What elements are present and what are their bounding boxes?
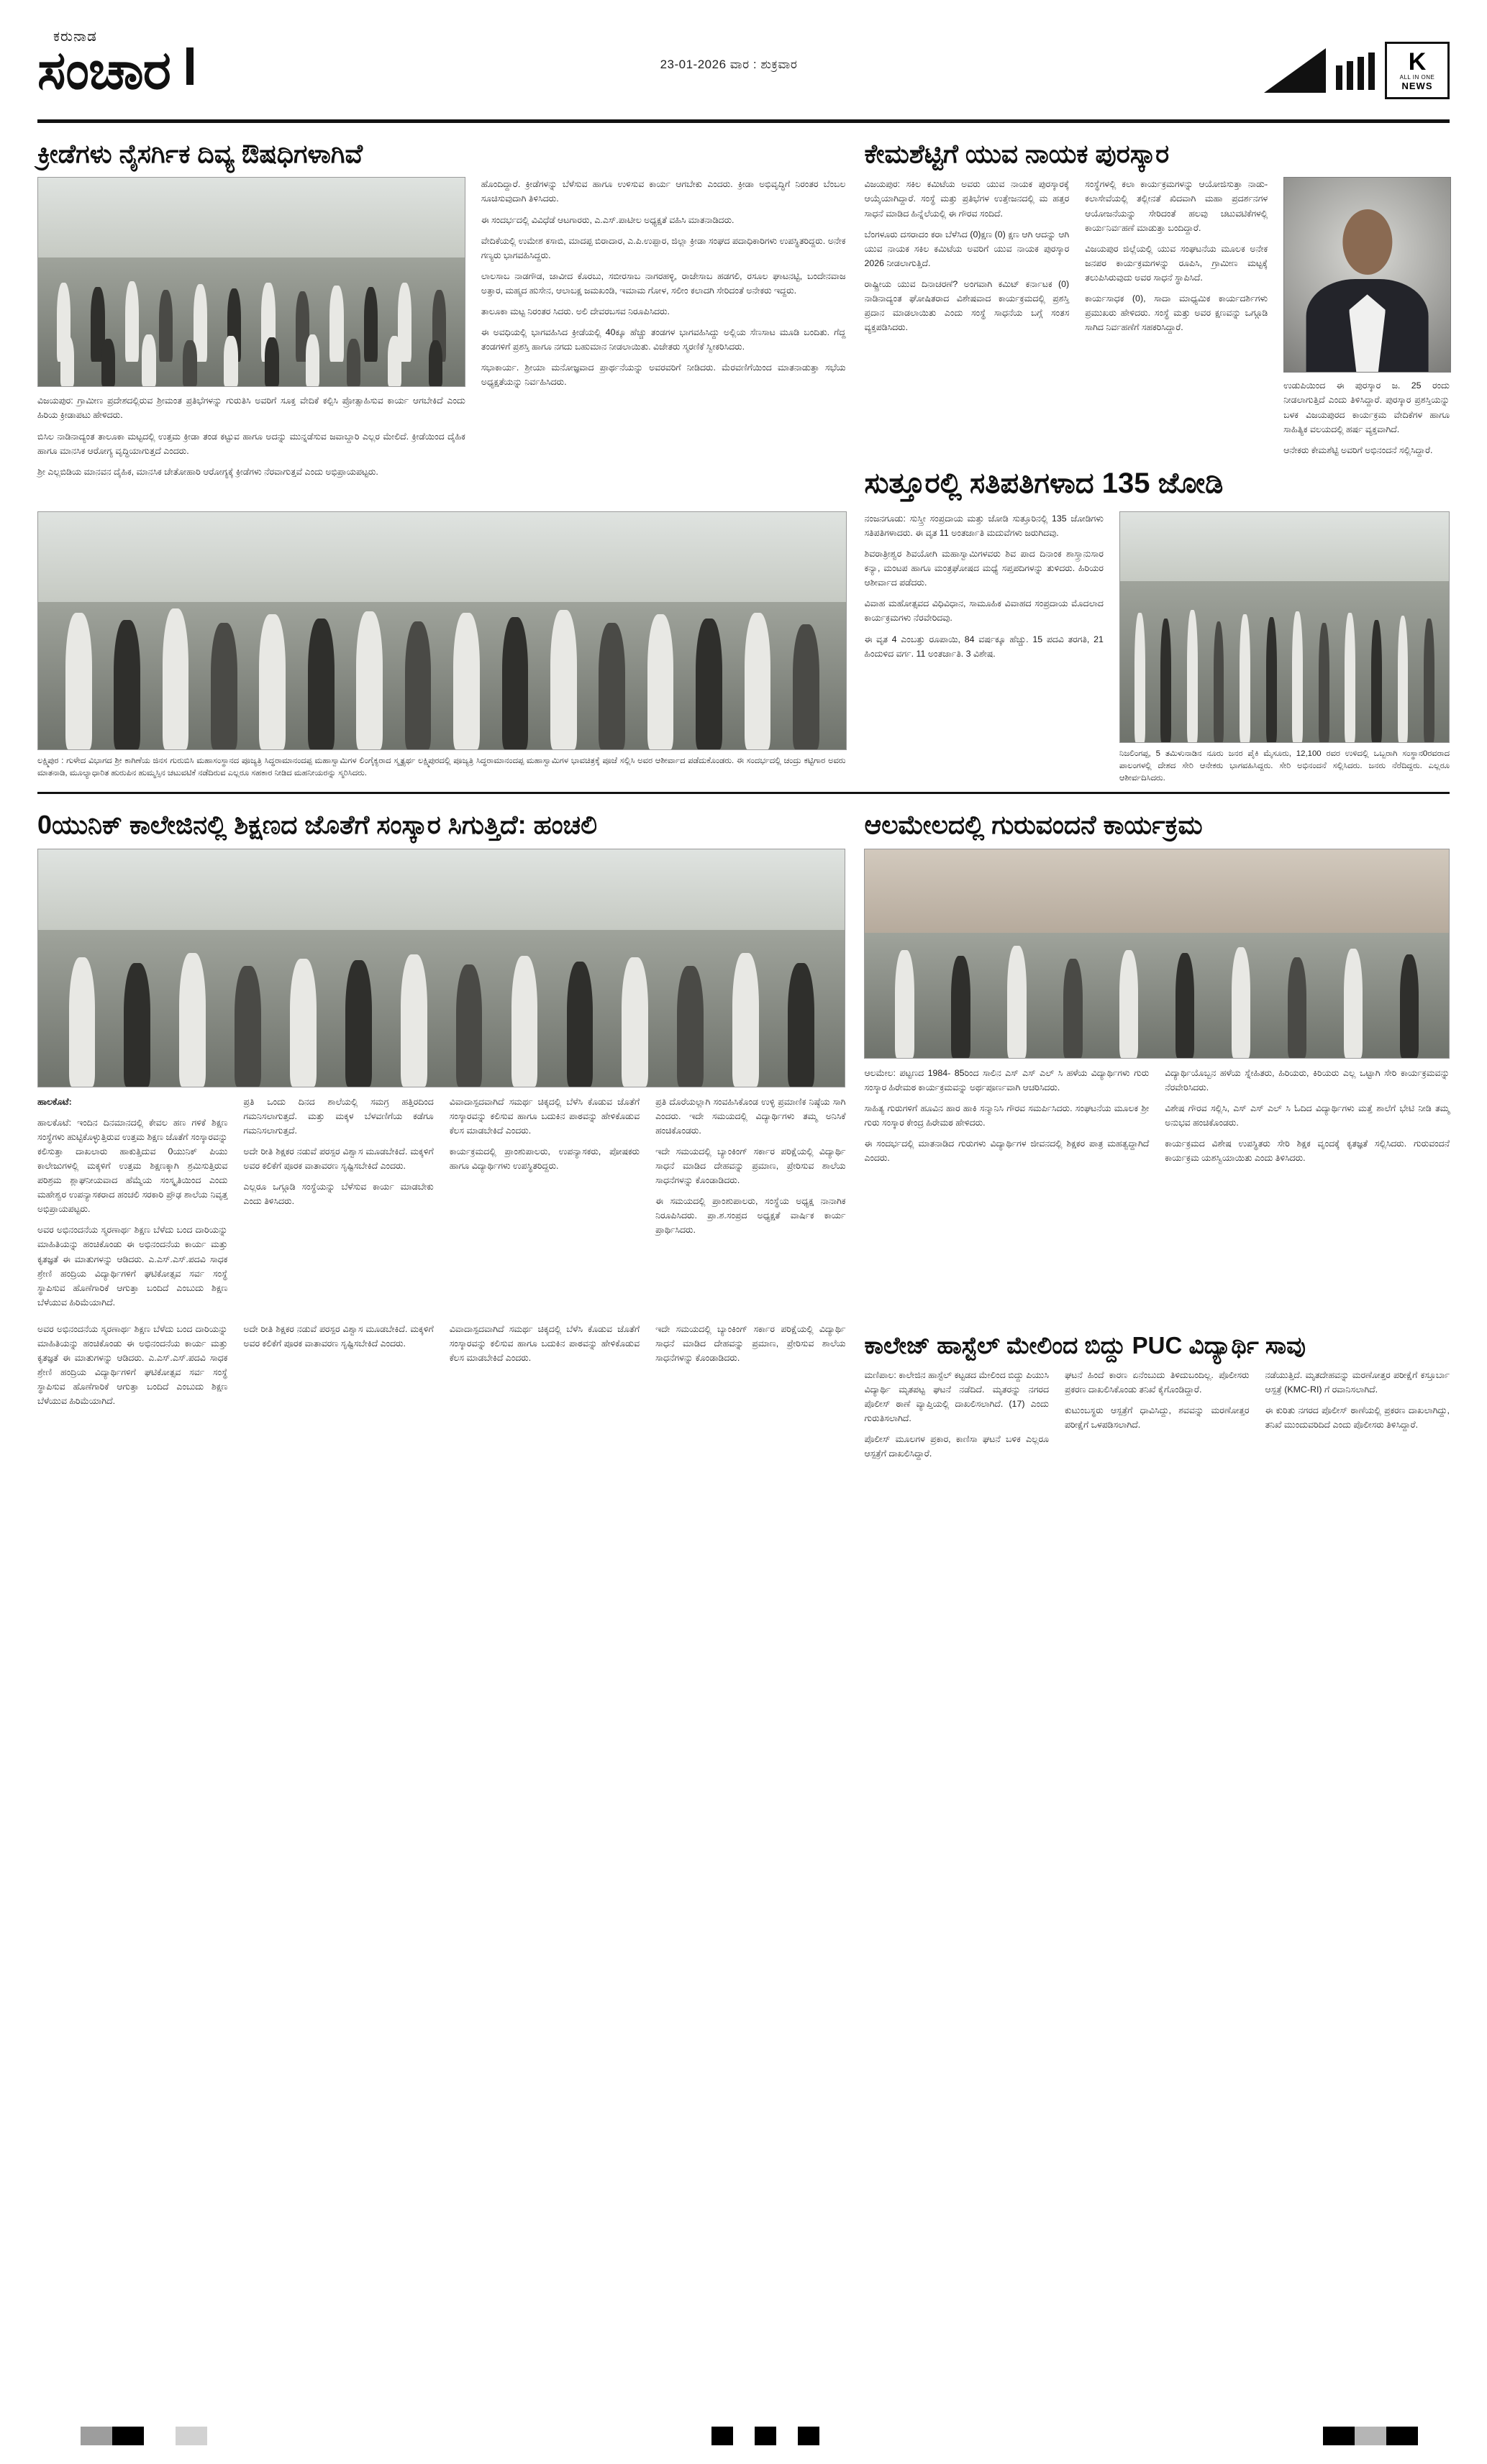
story-5-col2-p2: ವಿಶೇಷ ಗೌರವ ಸಲ್ಲಿಸಿ, ಎಸ್ ಎಸ್ ಎಲ್ ಸಿ ಓದಿದ ವಿದ್ಯಾರ್ಥಿಗಳು ಮತ್ತೆ ಶಾಲೆಗೆ ಭೇಟಿ ನೀಡಿ ತಮ್ಮ ಅನುಭವ ಹಂಚಿಕೊಂಡರು.: [1165, 1103, 1450, 1128]
story-1-col2-p1: ಹೊಂದಿದ್ದಾರೆ. ಕ್ರೀಡೆಗಳನ್ನು ಬೆಳೆಸುವ ಹಾಗೂ ಉಳಿಸುವ ಕಾರ್ಯ ಆಗಬೇಕು ಎಂದರು. ಕ್ರೀಡಾ ಅಭಿವೃದ್ಧಿಗೆ ನಿರಂತರ ಬೆಂಬಲ ಸೂಚಿಸುವುದಾಗಿ ತಿಳಿಸಿದರು.: [481, 179, 846, 204]
story-4-photo: [37, 849, 845, 1087]
story-3-headline: ಸುತ್ತೂರಲ್ಲಿ ಸತಿಪತಿಗಳಾದ 135 ಜೋಡಿ: [864, 467, 1224, 499]
masthead-rule: [37, 119, 1450, 123]
story-1-wide-photo: [37, 511, 847, 750]
story-2-col1-p3: ರಾಷ್ಟ್ರೀಯ ಯುವ ದಿನಾಚರಣೆ? ಅಂಗವಾಗಿ ಕಮಿಟ್ ಕರ್ನಾಟಕ (0) ನಾಡಿನಾದ್ಯಂತ ಘೋಷಿತರಾದ ವಿಶೇಷವಾದ ಕಾರ್ಯಕ್ರಮದಲ್ಲಿ ಪ್ರಶಸ್ತಿ ಪ್ರದಾನ ಮಾಡಲಾಯಿತು ಎಂದು ಸಂಸ್ಥೆ ಸಾಧನೆಯ ಬಗ್ಗೆ ಸಂತಸ ವ್ಯಕ್ತಪಡಿಸಿದರು.: [864, 278, 1070, 333]
story-2-col3-p1: ಉಡುಪಿಯಿಂದ ಈ ಪುರಸ್ಕಾರ ಜ. 25 ರಂದು ನೀಡಲಾಗುತ್ತಿದೆ ಎಂದು ತಿಳಿಸಿದ್ದಾರೆ. ಪುರಸ್ಕಾರ ಪ್ರಶಸ್ತಿಯನ್ನು ಬಳಕ ವಿಜಯಪುರದ ಕಾರ್ಯಕ್ರಮ ವೇದಿಕೆಗಳ ಹಾಗೂ ಸಾಹಿತ್ಯಿಕ ವಲಯದಲ್ಲಿ ಹರ್ಷ ವ್ಯಕ್ತವಾಗಿದೆ.: [1283, 380, 1450, 434]
story-6-col3-p1: ನಡೆಯುತ್ತಿದೆ. ಮೃತದೇಹವನ್ನು ಮರಣೋತ್ತರ ಪರೀಕ್ಷೆಗೆ ಕಸ್ತೂರ್ಬಾ ಆಸ್ಪತ್ರೆ (KMC-RI) ಗೆ ರವಾನಿಸಲಾಗಿದೆ.: [1265, 1369, 1450, 1395]
story-3: [864, 511, 1450, 785]
story-1-col2-p4: ಲಾಲಸಾಬ ನಾಡಗೌಡ, ಜಾವೀದ ಕೊರಬು, ಸಬೀರಸಾಬ ನಾಗರಹಳ್ಳಿ, ರಾಜೇಸಾಬ ಹಡಗಲಿ, ರಸೂಲ ಘಾಟನಟ್ಟಿ, ಬಂದೇನವಾಜ ಅತ್ತಾರ, ಮಹ್ಮದ ಹುಸೇನ, ಆಲಾಬಕ್ಷ ಜಮಖಂಡಿ, ಇಮಾಮ ಗೋಳ, ಸಲೀಂ ಕಲಾದಗಿ ಸೇರಿದಂತೆ ಅನೇಕರು ಇದ್ದರು.: [481, 270, 846, 296]
story-6-col2-p1: ಘಟನೆ ಹಿಂದೆ ಕಾರಣ ಏನೆಂಬುದು ತಿಳಿದುಬಂದಿಲ್ಲ. ಪೊಲೀಸರು ಪ್ರಕರಣ ದಾಖಲಿಸಿಕೊಂಡು ತನಿಖೆ ಕೈಗೊಂಡಿದ್ದಾರೆ.: [1064, 1369, 1250, 1395]
story-2: [864, 129, 1450, 508]
story-4-col3-p1: ವಿವಾದಾಸ್ಪದವಾಗಿದೆ ಸಮರ್ಥ ಚಿಕ್ಕದಲ್ಲಿ ಬೆಳೆಸಿ ಕೊಡುವ ಜೊತೆಗೆ ಸಂಸ್ಕಾರವನ್ನು ಕಲಿಸುವ ಹಾಗೂ ಬದುಕಿನ ಪಾಠವನ್ನು ಹೇಳಿಕೊಡುವ ಕೆಲಸ ಮಾಡಬೇಕಿದೆ ಎಂದರು.: [449, 1096, 640, 1136]
story-4-col1-p1: ಹಾಲಕೊಟೆ: ಇಂದಿನ ದಿನಮಾನದಲ್ಲಿ ಕೇವಲ ಹಣ ಗಳಿಕೆ ಶಿಕ್ಷಣ ಸಂಸ್ಥೆಗಳು ಹುಟ್ಟಿಕೊಳ್ಳುತ್ತಿರುವ ಉತ್ತಮ ಶಿಕ್ಷಣ ಜೊತೆಗೆ ಸಂಸ್ಕಾರವನ್ನು ಕಲಿಸುತ್ತಾ ದಾಖಲಾರು ಹಾಕುತ್ತಿದುವ 0ಯುನಿಕ್ ಪಿಯು ಕಾಲೇಜುಗಳಲ್ಲಿ ಮಕ್ಕಳಿಗೆ ಉತ್ತಮ ಶಿಕ್ಷಣಕ್ಕಾಗಿ ಶ್ರಮಿಸುತ್ತಿರುವ ಪರಿಶ್ರಮ ಶ್ಲಾಘನೀಯವಾದ ಹೆಮ್ಮೆಯ ಸಂಸ್ಕೃತಿಯಿಂದ ಎಂದು ಮಹೇಶ್ವರ ಉಪನ್ಯಾಸಕರಾದ ಹಂಚಲಿ ಸರಕಾರಿ ಪ್ರೌಢ ಶಾಲೆಯ ನಿವೃತ್ತ ಅಭಿಪ್ರಾಯಪಟ್ಟರು.: [37, 1117, 228, 1215]
story-2-col2-p3: ಕಾರ್ಯಸಾಧಕ (0), ಸಾದಾ ಮಾಧ್ಯಮಿಕ ಕಾರ್ಯದರ್ಶಿಗಳು ಪ್ರಮುಖರು ಹೇಳಿದರು. ಸಂಸ್ಥೆ ಮತ್ತು ಅವರ ಕ್ಷಣವನ್ನು ಒಗ್ಗೂಡಿ ಸಾಗಿದ ನಿರ್ವಹಣೆಗೆ ಸಹಕರಿಸಿದ್ದಾರೆ.: [1085, 293, 1268, 333]
story-3-col1-p2: ಶಿವರಾತ್ರೀಶ್ವರ ಶಿವಯೋಗಿ ಮಹಾಸ್ವಾಮಿಗಳವರು ಶಿವ ಪಾದ ದಿನಾಂಕ ಶಾಸ್ತ್ರಾನುಸಾರ ಕನ್ಯಾ, ಮಂಟಪ ಹಾಗೂ ಮಂತ್ರಘೋಷದ ಮಧ್ಯೆ ಸಪ್ತಪದಿಗಳನ್ನು ತುಳಿದರು. ಹಿರಿಯರ ಆಶೀರ್ವಾದ ಪಡೆದರು.: [864, 549, 1104, 588]
story-2-col2-p1: ಸಂಸ್ಥೆಗಳಲ್ಲಿ ಕಲಾ ಕಾರ್ಯಕ್ರಮಗಳನ್ನು ಆಯೋಜಿಸುತ್ತಾ ನಾಡು-ಕಲಾಸೇವೆಯಲ್ಲಿ ತಲ್ಲೀನತೆ ಖಿದವಾಗಿ ಮಹಾ ಪ್ರದರ್ಶನಗಳ ಆಯೋಜನೆಯನ್ನು ಸೇರಿದಂತೆ ಹಲವು ಚಟುವಟಿಕೆಗಳಲ್ಲಿ ಕಾರ್ಯನಿರ್ವಹಣೆ ಮಾಡುತ್ತಾ ಬಂದಿದ್ದಾರೆ.: [1085, 179, 1268, 233]
story-6-col1-p1: ಮಣಿಪಾಲ: ಕಾಲೇಜಿನ ಹಾಸ್ಟೆಲ್ ಕಟ್ಟಡದ ಮೇಲಿಂದ ಬಿದ್ದು ಪಿಯುಸಿ ವಿದ್ಯಾರ್ಥಿ ಮೃತಪಟ್ಟ ಘಟನೆ ನಡೆದಿದೆ. ಮೃತರನ್ನು ನಗರದ ಪೊಲೀಸ್ ಠಾಣೆ ವ್ಯಾಪ್ತಿಯಲ್ಲಿ ದಾಖಲಿಸಲಾಗಿದೆ. (17) ಎಂದು ಗುರುತಿಸಲಾಗಿದೆ.: [864, 1369, 1049, 1424]
story-1-headline: ಕ್ರೀಡೆಗಳು ನೈಸರ್ಗಿಕ ದಿವ್ಯ ಔಷಧಿಗಳಾಗಿವೆ: [37, 139, 363, 168]
masthead: [37, 29, 1450, 115]
story-4-col4-p2: ಇದೇ ಸಮಯದಲ್ಲಿ ಬ್ಯಾಂಕಿಂಗ್ ಸರ್ಕಾರ ಪರಿಕ್ಷೆಯಲ್ಲಿ ವಿದ್ಯಾರ್ಥಿ ಸಾಧನೆ ಮಾಡಿದ ದೇಹವನ್ನು ಪ್ರಮಾಣ, ಪ್ರೇರಿಸುವ ಶಾಲೆಯ ಸಾಧನೆಗಳನ್ನು ಕೊಂಡಾಡಿದರು.: [655, 1146, 846, 1186]
story-5-col1-p2: ಸಾಹಿತ್ಯ ಗುರುಗಳಿಗೆ ಹೂವಿನ ಹಾರ ಹಾಕಿ ಸನ್ಮಾನಿಸಿ ಗೌರವ ಸಮರ್ಪಿಸಿದರು. ಸಂಘಟನೆಯ ಮೂಲಕ ಶ್ರೀ ಗುರು ಸಂಸ್ಕಾರ ಕೇಂದ್ರ ಹಿರೇಮಠ ಹೇಳಿದರು.: [864, 1103, 1150, 1128]
story-6: [37, 1322, 1450, 1468]
story-1-col2-p2: ಈ ಸಂದರ್ಭದಲ್ಲಿ ವಿವಿಧೆಡೆ ಆಟಗಾರರು, ಎ.ಎಸ್.ಪಾಟೀಲ ಅಧ್ಯಕ್ಷತೆ ವಹಿಸಿ ಮಾತನಾಡಿದರು.: [481, 214, 735, 225]
middle-section: [37, 511, 1450, 785]
story-1-col1-p1: ವಿಜಯಪುರ: ಗ್ರಾಮೀಣ ಪ್ರದೇಶದಲ್ಲಿರುವ ಶ್ರೀಮಂತ ಪ್ರತಿಭೆಗಳನ್ನು ಗುರುತಿಸಿ ಅವರಿಗೆ ಸೂಕ್ತ ವೇದಿಕೆ ಕಲ್ಪಿಸಿ ಪ್ರೋತ್ಸಾಹಿಸುವ ಕಾರ್ಯ ಆಗಬೇಕಿದೆ ಎಂದು ಹಿರಿಯ ಕ್ರೀಡಾಪಟು ಹೇಳಿದರು.: [37, 396, 465, 421]
story-1-col2-p6: ಈ ಅವಧಿಯಲ್ಲಿ ಭಾಗವಹಿಸಿದ ಕ್ರೀಡೆಯಲ್ಲಿ 40ಕ್ಕೂ ಹೆಚ್ಚು ತಂಡಗಳ ಭಾಗವಹಿಸಿದ್ದು ಅಲ್ಲಿಯ ಸೆಣಸಾಟ ಮೂಡಿ ಬಂದಿತು. ಗೆದ್ದ ತಂಡಗಳಿಗೆ ಪ್ರಶಸ್ತಿ ಹಾಗೂ ನಗದು ಬಹುಮಾನ ನೀಡಲಾಯಿತು. ವಿಜೇತರು ಸ್ಮರಣಿಕೆ ಸ್ವೀಕರಿಸಿದರು.: [481, 327, 846, 352]
story-4-headline: 0ಯುನಿಕ್ ಕಾಲೇಜಿನಲ್ಲಿ ಶಿಕ್ಷಣದ ಜೊತೆಗೆ ಸಂಸ್ಕಾರ ಸಿಗುತ್ತಿದೆ: ಹಂಚಲಿ: [37, 810, 598, 840]
story-4-col2-p3: ಎಲ್ಲರೂ ಒಗ್ಗೂಡಿ ಸಂಸ್ಥೆಯನ್ನು ಬೆಳೆಸುವ ಕಾರ್ಯ ಮಾಡಬೇಕು ಎಂದು ತಿಳಿಸಿದರು.: [243, 1182, 434, 1207]
masthead-logo-group: [1264, 29, 1450, 99]
story-1-wide-photo-block: [37, 511, 845, 785]
story-2-col2-p2: ವಿಜಯಪುರ ಜಿಲ್ಲೆಯಲ್ಲಿ ಯುವ ಸಂಘಟನೆಯ ಮೂಲಕ ಅನೇಕ ಜನಪರ ಕಾರ್ಯಕ್ರಮಗಳನ್ನು ರೂಪಿಸಿ, ಗ್ರಾಮೀಣ ಮಟ್ಟಕ್ಕೆ ತಲುಪಿಸಿರುವುದು ಅವರ ಸಾಧನೆ ಸ್ಥಾಪಿಸಿದೆ.: [1085, 243, 1268, 283]
wedge-icon: [1264, 48, 1326, 93]
story-6-col3-p2: ಈ ಕುರಿತು ನಗರದ ಪೊಲೀಸ್ ಠಾಣೆಯಲ್ಲಿ ಪ್ರಕರಣ ದಾಖಲಾಗಿದ್ದು, ತನಿಖೆ ಮುಂದುವರಿದಿದೆ ಎಂದು ಪೊಲೀಸರು ತಿಳಿಸಿದ್ದಾರೆ.: [1265, 1405, 1450, 1431]
story-2-col3-p2: ಆನೇಕರು ಕೇಮಶೆಟ್ಟಿ ಅವರಿಗೆ ಅಭಿನಂದನೆ ಸಲ್ಲಿಸಿದ್ದಾರೆ.: [1283, 444, 1433, 455]
story-4-overflow-p3: ವಿವಾದಾಸ್ಪದವಾಗಿದೆ ಸಮರ್ಥ ಚಿಕ್ಕದಲ್ಲಿ ಬೆಳೆಸಿ ಕೊಡುವ ಜೊತೆಗೆ ಸಂಸ್ಕಾರವನ್ನು ಕಲಿಸುವ ಹಾಗೂ ಬದುಕಿನ ಪಾಠವನ್ನು ಹೇಳಿಕೊಡುವ ಕೆಲಸ ಮಾಡಬೇಕಿದೆ ಎಂದರು.: [449, 1323, 640, 1364]
story-1-col1-p3: ಶ್ರೀ ಎಲ್ಲಬಿಡಿಯ ಮಾನವನ ದೈಹಿಕ, ಮಾನಸಿಕ ಚೇತೋಹಾರಿ ಆರೋಗ್ಯಕ್ಕೆ ಕ್ರೀಡೆಗಳು ನೆರವಾಗುತ್ತವೆ ಎಂದು ಅಭಿಪ್ರಾಯಪಟ್ಟರು.: [37, 466, 378, 477]
story-6-headline: ಕಾಲೇಜ್ ಹಾಸ್ಟೆಲ್ ಮೇಲಿಂದ ಬಿದ್ದು PUC ವಿದ್ಯಾರ್ಥಿ ಸಾವು: [864, 1331, 1306, 1359]
masthead-date: 23-01-2026 ವಾರ : ಶುಕ್ರವಾರ: [660, 58, 798, 71]
lower-section: [37, 800, 1450, 1316]
story-3-col1-p3: ವಿವಾಹ ಮಹೋತ್ಸವದ ವಿಧಿವಿಧಾನ, ಸಾಮೂಹಿಕ ವಿವಾಹದ ಸಂಪ್ರದಾಯ ಮೊದಲಾದ ಕಾರ್ಯಕ್ರಮಗಳು ನೆರವೇರಿದವು.: [864, 598, 1104, 624]
story-4-col2-p2: ಅದೇ ರೀತಿ ಶಿಕ್ಷಕರ ನಡುವೆ ಪರಸ್ಪರ ವಿಶ್ವಾಸ ಮೂಡಬೇಕಿದೆ. ಮಕ್ಕಳಿಗೆ ಅವರ ಕಲಿಕೆಗೆ ಪೂರಕ ವಾತಾವರಣ ಸೃಷ್ಟಿಸಬೇಕಿದೆ ಎಂದರು.: [243, 1146, 434, 1171]
story-5-col2-p1: ವಿದ್ಯಾರ್ಥಿಯೊಬ್ಬನ ಹಳೆಯ ಸ್ನೇಹಿತರು, ಹಿರಿಯರು, ಕಿರಿಯರು ಎಲ್ಲ ಒಟ್ಟಾಗಿ ಸೇರಿ ಕಾರ್ಯಕ್ರಮವನ್ನು ನೆರವೇರಿಸಿದರು.: [1165, 1067, 1450, 1092]
story-4: [37, 800, 845, 1316]
story-5: [864, 800, 1450, 1316]
story-4-col4-p1: ಪ್ರತಿ ದೊರೆಯಲ್ಲಾಗಿ ಸಂವಹಿಸಿಕೊಂಡ ಉಳ್ಳಿ ಪ್ರಮಾಣಿಕ ನಿಷ್ಠೆಯ ಸಾಗಿ ಎಂದರು. ಇದೇ ಸಮಯದಲ್ಲಿ ವಿದ್ಯಾರ್ಥಿಗಳು ತಮ್ಮ ಅನಿಸಿಕೆ ಹಂಚಿಕೊಂಡರು.: [655, 1096, 846, 1136]
story-4-col4-p3: ಈ ಸಮಯದಲ್ಲಿ ಪ್ರಾಂಶುಪಾಲರು, ಸಂಸ್ಥೆಯ ಅಧ್ಯಕ್ಷ ನಾನಾಗಿಕ ನಿರೂಪಿಸಿದರು. ಪ್ರಾ.ಶ.ಸಂಪ್ರದ ಅಧ್ಯಕ್ಷತೆ ವಾರ್ಷಿಕ ಕಾರ್ಯ ಪ್ರಾರ್ಥಿಸಿದರು.: [655, 1196, 846, 1236]
story-1-photo-caption: ಲಕ್ಷ್ಮಿಪುರ : ಗುಳೇದ ವಿಭಾಗದ ಶ್ರೀ ಕಾಗಿಣೆಯ ಜಿನಸ ಗುರುಬಿಸಿ ಮಹಾಸಂಸ್ಥಾನದ ಪೂಜ್ಯತ್ರಿ ಸಿದ್ಧರಾಮಾನಂದಪ್ಪ ಮಹಾಸ್ವಾಮಿಗಳ ಲಿಂಗೈಕ್ಯರಾದ ಸ್ಮೃತ್ಯರ್ಥ ಲಕ್ಷ್ಮಿಪುರದಲ್ಲಿ ಪೂಜ್ಯತ್ರಿ ಸಿದ್ಧರಾಮಾನಂದಪ್ಪ ಮಹಾಸ್ವಾಮಿಗಳ ಭಾವಚಿತ್ರಕ್ಕೆ ಪೂಜೆ ಸಲ್ಲಿಸಿ ಅವರ ಆಶೀರ್ವಾದ ಪಡೆದುಕೊಂಡರು. ಈ ಸಂದರ್ಭದಲ್ಲಿ ಚಂದ್ರು ಕಟ್ಟಿಗಾರ ಅವರು ಮಾತನಾಡಿ, ಮೂಲ್ಯಾಧಾರಿತ ಹುರುಪಿನ ಹುಮ್ಮಸ್ಸಿನ ಚಟುವಟಿಕೆ ನಡೆದಿರುವ ಎಲ್ಲರೂ ಸಹಕಾರ ನೀಡಿದ ಮಹನೀಯರನ್ನು ಸ್ಮರಿಸಿದರು.: [37, 756, 846, 777]
story-4-col2-p1: ಪ್ರತಿ ಒಂದು ದಿನದ ಶಾಲೆಯಲ್ಲಿ ಸಮಗ್ರ ಹತ್ತಿರದಿಂದ ಗಮನಿಸಲಾಗುತ್ತದೆ. ಮತ್ತು ಮಕ್ಕಳ ಬೆಳವಣಿಗೆಯ ಕಡೆಗೂ ಗಮನಿಸಲಾಗುತ್ತದೆ.: [243, 1096, 434, 1136]
section-divider-1: [37, 792, 1450, 794]
logo-tagline: ALL IN ONE: [1399, 74, 1435, 81]
bars-icon: [1336, 51, 1375, 90]
story-4-col1-p2: ಅವರ ಅಭಿನಂದನೆಯ ಸ್ಮರಣಾರ್ಥ ಶಿಕ್ಷಣ ಬೆಳೆದು ಬಂದ ದಾರಿಯನ್ನು ಮಾಹಿತಿಯನ್ನು ಹಂಚಿಕೊಂಡು ಈ ಅಭಿನಂದನೆಯ ಕಾರ್ಯ ಮತ್ತು ಕೃತಜ್ಞತೆ ಈ ಮಾತುಗಳನ್ನು ಆಡಿದರು. ಎ.ಎಸ್.ಎಸ್.ಪದವಿ ಸಾಧಕ ಶ್ರೇಣಿ ಹಂದ್ರಿಯ ವಿದ್ಯಾರ್ಥಿಗಳಿಗೆ ಘಟಿಕೋತ್ಸವ ಸರ್ವ ಸಂಸ್ಥೆ ಸ್ಥಾಪಿಸುವ ಹೊಣೆಗಾರಿಕೆ ಆಗುತ್ತಾ ಬಂದಿದೆ ಎಂಬುದು ಶಿಕ್ಷಣ ಬೆಳೆಯುವ ಹಿರಿಮೆಯಾಗಿದೆ.: [37, 1225, 228, 1308]
k-news-logo: [1385, 42, 1450, 99]
story-1: [37, 129, 845, 508]
story-4-overflow: [37, 1322, 845, 1468]
story-4-col3-p2: ಕಾರ್ಯಕ್ರಮದಲ್ಲಿ ಪ್ರಾಂಶುಪಾಲರು, ಉಪನ್ಯಾಸಕರು, ಪೋಷಕರು ಹಾಗೂ ವಿದ್ಯಾರ್ಥಿಗಳು ಉಪಸ್ಥಿತರಿದ್ದರು.: [449, 1146, 640, 1171]
story-2-col1-p2: ಬೆಂಗಳೂರು ದಸರಾದಂ ಕರಾ ಬೆಳೆಸಿದ (0)ಕ್ಷಣ (0) ಕ್ಷಣ ಆಗಿ ಆದನ್ನು ಆಗಿ ಯುವ ನಾಯಕ ಸಕಿಲ ಕಮಿಟೆಯ ಅವರಿಗೆ ಯುವ ನಾಯಕ ಪುರಸ್ಕಾರ 2026 ನೀಡಲಾಗುತ್ತಿದೆ.: [864, 229, 1070, 268]
story-1-col1-p2: ಬಿಸಿಲ ನಾಡಿನಾದ್ಯಂತ ತಾಲೂಕಾ ಮಟ್ಟದಲ್ಲಿ ಉತ್ತಮ ಕ್ರೀಡಾ ತಂಡ ಕಟ್ಟುವ ಹಾಗೂ ಅದನ್ನು ಮುನ್ನಡೆಸುವ ಜವಾಬ್ದಾರಿ ಎಲ್ಲರ ಮೇಲಿದೆ. ಕ್ರೀಡೆಯಿಂದ ದೈಹಿಕ ಹಾಗೂ ಮಾನಸಿಕ ಆರೋಗ್ಯ ವೃದ್ಧಿಯಾಗುತ್ತದೆ ಎಂದರು.: [37, 431, 465, 456]
story-3-col1-p4: ಈ ವೃತ 4 ಎಂಬತ್ತು ರೂಪಾಯಿ, 84 ವರ್ಷಕ್ಕೂ ಹೆಚ್ಚು. 15 ಪದವಿ ತರಗತಿ, 21 ಹಿಂದುಳಿದ ವರ್ಗ. 11 ಅಂತರ್ಜಾತಿ. 3 ವಿಶೇಷ.: [864, 634, 1104, 659]
story-1-col2-p7: ಸಭಾಕಾರ್ಯ. ಶ್ರೀಯಾ ಮನೋಜ್ಞವಾದ ಪ್ರಾರ್ಥನೆಯನ್ನು ಅವರವರಿಗೆ ನೀಡಿದರು. ಮೆರವಣಿಗೆಯಿಂದ ಮಾತನಾಡುತ್ತಾ ಸಭೆಯ ಅಧ್ಯಕ್ಷತೆಯನ್ನು ನಿರ್ವಹಿಸಿದರು.: [481, 362, 846, 388]
logo-name: NEWS: [1401, 81, 1433, 91]
story-5-col1-p3: ಈ ಸಂದರ್ಭದಲ್ಲಿ ಮಾತನಾಡಿದ ಗುರುಗಳು ವಿದ್ಯಾರ್ಥಿಗಳ ಜೀವನದಲ್ಲಿ ಶಿಕ್ಷಕರ ಪಾತ್ರ ಮಹತ್ವದ್ದಾಗಿದೆ ಎಂದರು.: [864, 1138, 1150, 1164]
story-3-col1-p1: ನಂಜನಗೂಡು: ಸುಸ್ತ್ರೀ ಸಂಪ್ರದಾಯ ಮತ್ತು ಜೋಡಿ ಸುತ್ತೂರಿನಲ್ಲಿ 135 ಜೋಡಿಗಳು ಸತಿಪತಿಗಳಾದರು. ಈ ವೃತ 11 ಅಂತರ್ಜಾತಿ ಮದುವೆಗಳು ಜರುಗಿದವು.: [864, 513, 1104, 538]
masthead-brand: [37, 29, 194, 100]
story-1-photo: [37, 177, 465, 387]
masthead-bar: [186, 47, 194, 85]
story-2-headline: ಕೇಮಶೆಟ್ಟಿಗೆ ಯುವ ನಾಯಕ ಪುರಸ್ಕಾರ: [864, 139, 1170, 168]
story-3-photo: [1119, 511, 1450, 743]
masthead-title: ಸಂಚಾರ: [37, 40, 170, 100]
story-5-headline: ಆಲಮೇಲದಲ್ಲಿ ಗುರುವಂದನೆ ಕಾರ್ಯಕ್ರಮ: [864, 810, 1203, 840]
footer-registration-bar: [37, 2427, 1450, 2445]
story-6-col1-p2: ಪೊಲೀಸ್ ಮೂಲಗಳ ಪ್ರಕಾರ, ಕಾಣಿಸಾ ಘಟನೆ ಬಳಿಕ ಎಲ್ಲರೂ ಆಸ್ಪತ್ರೆಗೆ ದಾಖಲಿಸಿದ್ದಾರೆ.: [864, 1434, 1049, 1459]
story-1-col2-p3: ವೇದಿಕೆಯಲ್ಲಿ ಉಮೇಶ ಕಸಾಬಿ, ಮಾದಪ್ಪ ಬಿರಾದಾರ, ಎ.ಪಿ.ಉಪ್ಪಾರ, ಜಿಲ್ಲಾ ಕ್ರೀಡಾ ಸಂಘದ ಪದಾಧಿಕಾರಿಗಳು ಉಪಸ್ಥಿತರಿದ್ದರು. ಅನೇಕ ಗಣ್ಯರು ಭಾಗವಹಿಸಿದ್ದರು.: [481, 235, 846, 260]
story-4-overflow-p1: ಅವರ ಅಭಿನಂದನೆಯ ಸ್ಮರಣಾರ್ಥ ಶಿಕ್ಷಣ ಬೆಳೆದು ಬಂದ ದಾರಿಯನ್ನು ಮಾಹಿತಿಯನ್ನು ಹಂಚಿಕೊಂಡು ಈ ಅಭಿನಂದನೆಯ ಕಾರ್ಯ ಮತ್ತು ಕೃತಜ್ಞತೆ ಈ ಮಾತುಗಳನ್ನು ಆಡಿದರು. ಎ.ಎಸ್.ಎಸ್.ಪದವಿ ಸಾಧಕ ಶ್ರೇಣಿ ಹಂದ್ರಿಯ ವಿದ್ಯಾರ್ಥಿಗಳಿಗೆ ಘಟಿಕೋತ್ಸವ ಸರ್ವ ಸಂಸ್ಥೆ ಸ್ಥಾಪಿಸುವ ಹೊಣೆಗಾರಿಕೆ ಆಗುತ್ತಾ ಬಂದಿದೆ ಎಂಬುದು ಶಿಕ್ಷಣ ಬೆಳೆಯುವ ಹಿರಿಮೆಯಾಗಿದೆ.: [37, 1323, 228, 1407]
story-4-overflow-p4: ಇದೇ ಸಮಯದಲ್ಲಿ ಬ್ಯಾಂಕಿಂಗ್ ಸರ್ಕಾರ ಪರಿಕ್ಷೆಯಲ್ಲಿ ವಿದ್ಯಾರ್ಥಿ ಸಾಧನೆ ಮಾಡಿದ ದೇಹವನ್ನು ಪ್ರಮಾಣ, ಪ್ರೇರಿಸುವ ಶಾಲೆಯ ಸಾಧನೆಗಳನ್ನು ಕೊಂಡಾಡಿದರು.: [655, 1323, 846, 1364]
top-section: [37, 129, 1450, 508]
story-6-col2-p2: ಕುಟುಂಬಸ್ಥರು ಆಸ್ಪತ್ರೆಗೆ ಧಾವಿಸಿದ್ದು, ಶವವನ್ನು ಮರಣೋತ್ತರ ಪರೀಕ್ಷೆಗೆ ಒಳಪಡಿಸಲಾಗಿದೆ.: [1064, 1405, 1250, 1431]
story-1-col2-p5: ತಾಲೂಕಾ ಮಟ್ಟ ನಿರಂತರ ಸಿದರು. ಅಲಿ ದೇವರಬಸವ ನಿರೂಪಿಸಿದರು.: [481, 306, 670, 317]
story-5-photo: [864, 849, 1450, 1059]
story-2-col1-p1: ವಿಜಯಪುರ: ಸಕಿಲ ಕಮಿಟೆಯ ಅವರು ಯುವ ನಾಯಕ ಪುರಸ್ಕಾರಕ್ಕೆ ಆಯ್ಕೆಯಾಗಿದ್ದಾರೆ. ಸಂಸ್ಥೆ ಮತ್ತು ಪ್ರತಿಭೆಗಳ ಉತ್ತೇಜನದಲ್ಲಿ ಮ ಹತ್ತರ ಸಾಧನೆ ಮಾಡಿದ ಹಿನ್ನೆಲೆಯಲ್ಲಿ ಈ ಗೌರವ ಸಂದಿದೆ.: [864, 179, 1070, 219]
story-4-overflow-p2: ಅದೇ ರೀತಿ ಶಿಕ್ಷಕರ ನಡುವೆ ಪರಸ್ಪರ ವಿಶ್ವಾಸ ಮೂಡಬೇಕಿದೆ. ಮಕ್ಕಳಿಗೆ ಅವರ ಕಲಿಕೆಗೆ ಪೂರಕ ವಾತಾವರಣ ಸೃಷ್ಟಿಸಬೇಕಿದೆ ಎಂದರು.: [243, 1323, 434, 1349]
logo-letter: K: [1408, 48, 1427, 76]
story-3-photo-caption: ನಿಜಲಿಂಗಪ್ಪ, 5 ತಮಿಳುನಾಡಿನ ನೂರು ಜನರ ಪೈಕಿ ಮೈಸೂರು, 12,100 ರವರ ಉಳಿದಲ್ಲಿ ಒಬ್ಬರಾಗಿ ಸಂಸ್ಥಾನ0ರವರಾದ ಪಾಲಂಗಳಲ್ಲಿ ದೇಶದ ಸೇರಿ ಆನೇಕರು ಭಾಗವಹಿಸಿದ್ದರು. ಸೇರಿ ಅಭಿನಂದನೆ ಸಲ್ಲಿಸಿದರು. ಜನರು ನೆರೆದಿದ್ದರು. ಎಲ್ಲರೂ ಆಶೀರ್ವದಿಸಿದರು.: [1119, 749, 1450, 783]
story-5-col1-p1: ಆಲಮೇಲ: ಪಟ್ಟಣದ 1984- 85ರಿಂದ ಸಾಲಿನ ಎಸ್ ಎಸ್ ಎಲ್ ಸಿ ಹಳೆಯ ವಿದ್ಯಾರ್ಥಿಗಳು ಗುರು ಸಂಸ್ಕಾರ ಹಿರೇಮಠ ಕಾರ್ಯಕ್ರಮವನ್ನು ಅರ್ಥಪೂರ್ಣವಾಗಿ ಆಚರಿಸಿದರು.: [864, 1067, 1150, 1092]
masthead-small-title: ಕರುನಾಡ: [53, 29, 97, 45]
story-2-portrait-photo: [1283, 177, 1451, 373]
story-5-col2-p3: ಕಾರ್ಯಕ್ರಮದ ವಿಶೇಷ ಉಪಸ್ಥಿತರು ಸೇರಿ ಶಿಕ್ಷಕ ವೃಂದಕ್ಕೆ ಕೃತಜ್ಞತೆ ಸಲ್ಲಿಸಿದರು. ಗುರುವಂದನೆ ಕಾರ್ಯಕ್ರಮ ಯಶಸ್ವಿಯಾಯಿತು ಎಂದು ತಿಳಿಸಿದರು.: [1165, 1138, 1450, 1164]
story-4-caption-prefix: ಹಾಲಕೊಟೆ:: [37, 1096, 72, 1107]
